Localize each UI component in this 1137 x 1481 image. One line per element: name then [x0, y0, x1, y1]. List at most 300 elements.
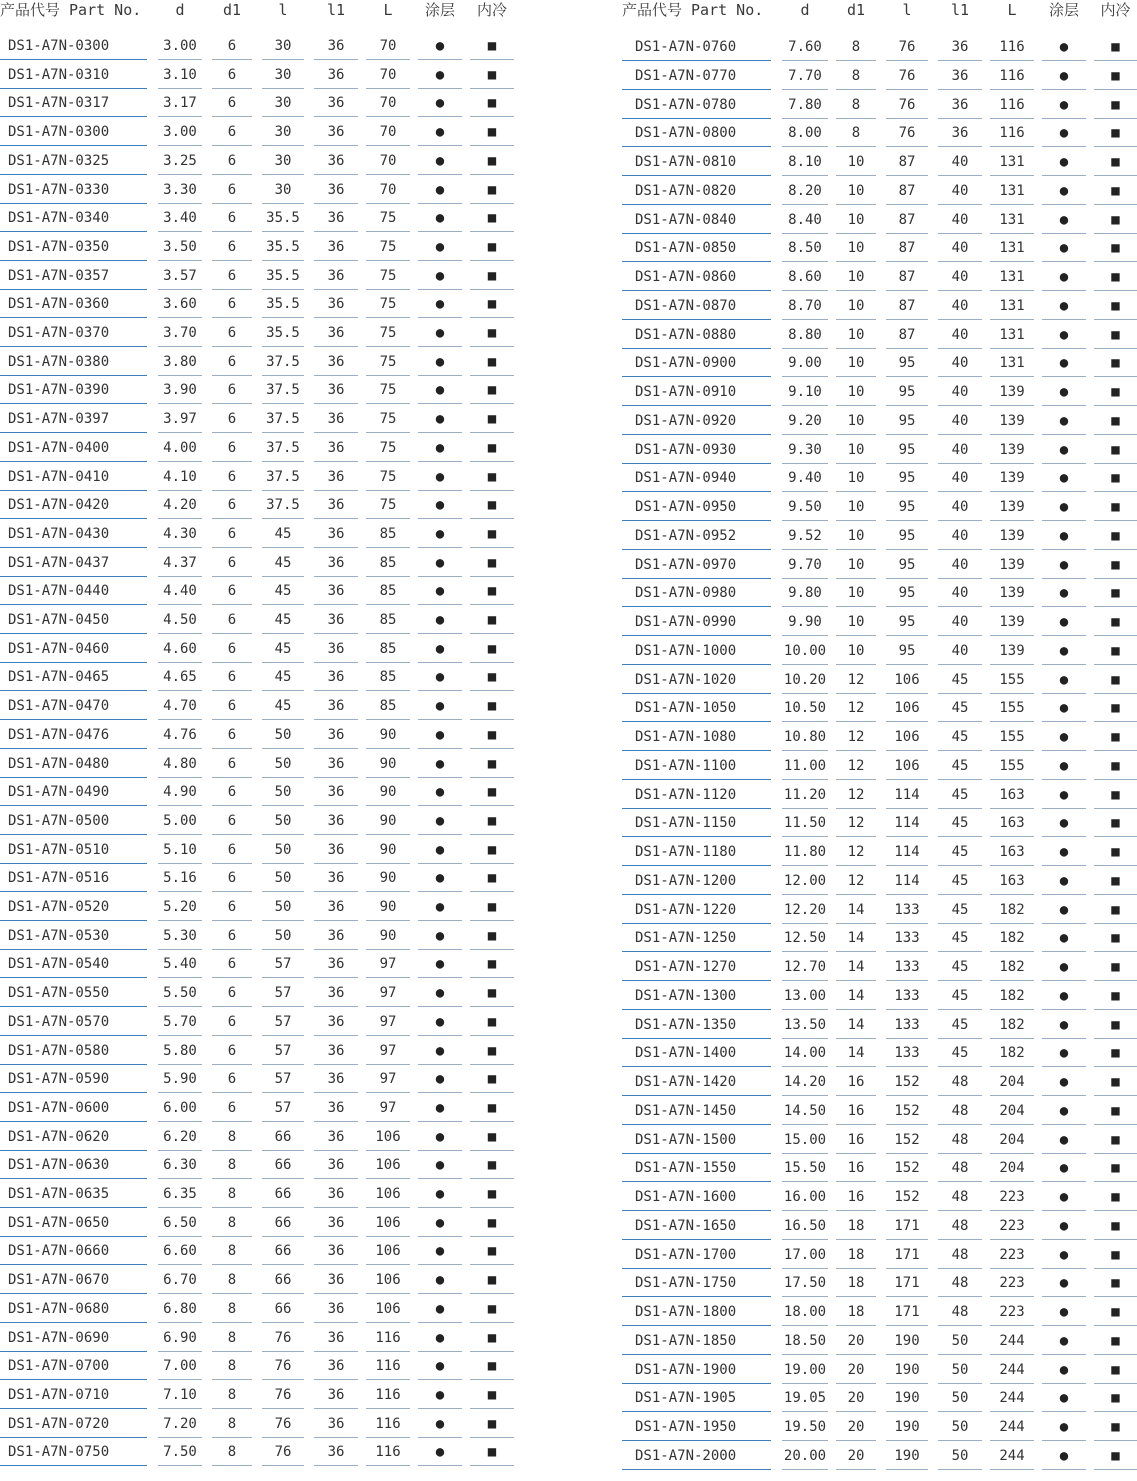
cooling-square-icon: ■: [1094, 1442, 1137, 1470]
cell-l1: 36: [314, 1065, 358, 1093]
cell-l: 152: [886, 1154, 928, 1182]
cell-l: 76: [262, 1324, 304, 1352]
cell-d: 5.50: [158, 979, 202, 1007]
cell-d: 5.10: [158, 836, 202, 864]
cell-L: 97: [366, 950, 410, 978]
cell-l1: 45: [938, 666, 982, 694]
cell-part: DS1-A7N-0340: [0, 204, 147, 232]
cell-d: 9.30: [782, 436, 828, 464]
cell-d1: 6: [212, 979, 252, 1007]
cooling-square-icon: ■: [470, 922, 514, 950]
cell-part: DS1-A7N-0920: [622, 407, 771, 435]
cell-part: DS1-A7N-0590: [0, 1065, 147, 1093]
cooling-square-icon: ■: [470, 1324, 514, 1352]
cell-l: 95: [886, 551, 928, 579]
cell-d1: 6: [212, 606, 252, 634]
cell-L: 139: [990, 522, 1034, 550]
coating-dot-icon: ●: [418, 663, 462, 691]
cell-d: 9.00: [782, 349, 828, 377]
cell-l1: 40: [938, 493, 982, 521]
cell-d: 12.50: [782, 924, 828, 952]
cell-L: 139: [990, 493, 1034, 521]
cell-d1: 8: [212, 1438, 252, 1466]
cell-l1: 45: [938, 867, 982, 895]
cell-l1: 36: [314, 348, 358, 376]
cell-d: 4.65: [158, 663, 202, 691]
coating-dot-icon: ●: [418, 1209, 462, 1237]
cell-l: 66: [262, 1209, 304, 1237]
cell-L: 139: [990, 436, 1034, 464]
cell-d: 8.10: [782, 148, 828, 176]
cell-d1: 6: [212, 61, 252, 89]
cooling-square-icon: ■: [1094, 781, 1137, 809]
cell-part: DS1-A7N-0820: [622, 177, 771, 205]
cell-l: 87: [886, 177, 928, 205]
coating-dot-icon: ●: [1042, 148, 1086, 176]
cell-l1: 36: [314, 750, 358, 778]
cell-d1: 8: [212, 1123, 252, 1151]
cell-l1: 48: [938, 1097, 982, 1125]
cell-l: 76: [886, 33, 928, 61]
cooling-square-icon: ■: [1094, 1356, 1137, 1384]
cell-part: DS1-A7N-1350: [622, 1011, 771, 1039]
cell-d: 8.20: [782, 177, 828, 205]
cell-d: 10.80: [782, 723, 828, 751]
cell-part: DS1-A7N-1100: [622, 752, 771, 780]
cell-d: 13.00: [782, 982, 828, 1010]
cell-l1: 36: [314, 721, 358, 749]
cooling-square-icon: ■: [1094, 723, 1137, 751]
cell-part: DS1-A7N-0635: [0, 1180, 147, 1208]
cell-L: 116: [990, 62, 1034, 90]
cell-part: DS1-A7N-0810: [622, 148, 771, 176]
cell-l1: 36: [938, 62, 982, 90]
cell-L: 244: [990, 1327, 1034, 1355]
cell-l: 66: [262, 1123, 304, 1151]
cell-d1: 6: [212, 262, 252, 290]
cell-l: 37.5: [262, 491, 304, 519]
cell-l1: 36: [314, 1295, 358, 1323]
cell-part: DS1-A7N-0760: [622, 33, 771, 61]
cell-l1: 36: [314, 922, 358, 950]
coating-dot-icon: ●: [1042, 953, 1086, 981]
cell-l1: 36: [314, 1209, 358, 1237]
cooling-square-icon: ■: [1094, 867, 1137, 895]
coating-dot-icon: ●: [1042, 1442, 1086, 1470]
cell-d1: 6: [212, 491, 252, 519]
cell-part: DS1-A7N-0510: [0, 836, 147, 864]
cell-l1: 36: [314, 1151, 358, 1179]
cooling-square-icon: ■: [470, 434, 514, 462]
cell-d1: 6: [212, 434, 252, 462]
cooling-square-icon: ■: [1094, 809, 1137, 837]
coating-dot-icon: ●: [418, 405, 462, 433]
cooling-square-icon: ■: [1094, 292, 1137, 320]
cooling-square-icon: ■: [470, 376, 514, 404]
cell-d: 4.80: [158, 750, 202, 778]
coating-dot-icon: ●: [1042, 809, 1086, 837]
cell-L: 97: [366, 1008, 410, 1036]
cell-l1: 45: [938, 1039, 982, 1067]
cell-L: 85: [366, 692, 410, 720]
cooling-square-icon: ■: [470, 1237, 514, 1265]
cooling-square-icon: ■: [1094, 407, 1137, 435]
cell-l1: 36: [314, 635, 358, 663]
cell-l: 87: [886, 321, 928, 349]
cell-l: 95: [886, 407, 928, 435]
cell-l: 37.5: [262, 463, 304, 491]
cell-l: 133: [886, 924, 928, 952]
cell-l: 190: [886, 1413, 928, 1441]
cell-l1: 48: [938, 1183, 982, 1211]
cell-l: 76: [886, 62, 928, 90]
cell-d1: 10: [836, 349, 876, 377]
cell-L: 163: [990, 867, 1034, 895]
header-L: L: [1007, 1, 1017, 19]
cooling-square-icon: ■: [1094, 148, 1137, 176]
cooling-square-icon: ■: [1094, 33, 1137, 61]
cell-part: DS1-A7N-0516: [0, 864, 147, 892]
cell-d1: 10: [836, 177, 876, 205]
cell-d: 5.90: [158, 1065, 202, 1093]
cell-d1: 6: [212, 89, 252, 117]
cell-L: 97: [366, 1065, 410, 1093]
cell-l1: 36: [314, 1094, 358, 1122]
coating-dot-icon: ●: [1042, 982, 1086, 1010]
cell-L: 90: [366, 807, 410, 835]
cell-d1: 6: [212, 147, 252, 175]
cell-l: 45: [262, 577, 304, 605]
header-l: l: [902, 1, 912, 19]
cell-L: 223: [990, 1212, 1034, 1240]
cell-part: DS1-A7N-1200: [622, 867, 771, 895]
cell-L: 182: [990, 953, 1034, 981]
cooling-square-icon: ■: [1094, 321, 1137, 349]
cell-d: 10.50: [782, 694, 828, 722]
cell-d: 3.40: [158, 204, 202, 232]
cooling-square-icon: ■: [1094, 522, 1137, 550]
coating-dot-icon: ●: [1042, 1327, 1086, 1355]
cell-l: 35.5: [262, 233, 304, 261]
cell-L: 70: [366, 32, 410, 60]
cell-L: 70: [366, 176, 410, 204]
cell-L: 155: [990, 723, 1034, 751]
cell-l: 30: [262, 89, 304, 117]
cooling-square-icon: ■: [470, 549, 514, 577]
header-cooling: 内冷: [1100, 1, 1131, 19]
cell-d1: 14: [836, 953, 876, 981]
cell-L: 75: [366, 491, 410, 519]
cell-l1: 36: [314, 61, 358, 89]
cooling-square-icon: ■: [1094, 436, 1137, 464]
cell-d1: 6: [212, 692, 252, 720]
cell-part: DS1-A7N-1080: [622, 723, 771, 751]
cell-d1: 6: [212, 950, 252, 978]
cell-d: 5.16: [158, 864, 202, 892]
cell-d: 3.00: [158, 118, 202, 146]
cell-part: DS1-A7N-0770: [622, 62, 771, 90]
cell-l1: 40: [938, 436, 982, 464]
cell-l1: 36: [314, 176, 358, 204]
coating-dot-icon: ●: [1042, 263, 1086, 291]
cell-l: 66: [262, 1295, 304, 1323]
cell-d: 7.80: [782, 91, 828, 119]
cell-d1: 16: [836, 1154, 876, 1182]
cell-d1: 10: [836, 436, 876, 464]
cell-d: 7.60: [782, 33, 828, 61]
cooling-square-icon: ■: [470, 520, 514, 548]
header-d: d: [175, 1, 185, 19]
cell-part: DS1-A7N-0300: [0, 32, 147, 60]
cooling-square-icon: ■: [470, 1094, 514, 1122]
coating-dot-icon: ●: [418, 1438, 462, 1466]
cell-L: 90: [366, 922, 410, 950]
cell-l: 50: [262, 836, 304, 864]
cell-l1: 36: [938, 119, 982, 147]
cell-L: 139: [990, 378, 1034, 406]
cooling-square-icon: ■: [470, 319, 514, 347]
header-l: l: [278, 1, 288, 19]
cell-l: 50: [262, 721, 304, 749]
cell-L: 116: [366, 1352, 410, 1380]
cell-part: DS1-A7N-0330: [0, 176, 147, 204]
cell-d1: 6: [212, 1094, 252, 1122]
cell-l1: 40: [938, 637, 982, 665]
cell-l: 37.5: [262, 434, 304, 462]
cell-part: DS1-A7N-0380: [0, 348, 147, 376]
coating-dot-icon: ●: [1042, 924, 1086, 952]
coating-dot-icon: ●: [1042, 838, 1086, 866]
cell-l1: 36: [314, 1123, 358, 1151]
cell-d1: 6: [212, 663, 252, 691]
cell-l: 95: [886, 579, 928, 607]
cell-d: 7.20: [158, 1410, 202, 1438]
cooling-square-icon: ■: [470, 778, 514, 806]
coating-dot-icon: ●: [1042, 206, 1086, 234]
coating-dot-icon: ●: [1042, 464, 1086, 492]
coating-dot-icon: ●: [418, 233, 462, 261]
header-d1: d1: [846, 1, 866, 19]
cell-d1: 6: [212, 807, 252, 835]
cell-d: 8.00: [782, 119, 828, 147]
cell-d1: 16: [836, 1126, 876, 1154]
cell-l1: 36: [314, 520, 358, 548]
cell-d: 5.40: [158, 950, 202, 978]
cell-L: 70: [366, 89, 410, 117]
cell-l: 45: [262, 663, 304, 691]
cell-d1: 6: [212, 1065, 252, 1093]
cell-l1: 36: [314, 290, 358, 318]
cell-part: DS1-A7N-0476: [0, 721, 147, 749]
cell-d1: 12: [836, 809, 876, 837]
coating-dot-icon: ●: [418, 376, 462, 404]
cell-l: 45: [262, 520, 304, 548]
cell-l1: 45: [938, 838, 982, 866]
cell-l: 133: [886, 896, 928, 924]
cell-L: 116: [990, 119, 1034, 147]
cooling-square-icon: ■: [470, 1209, 514, 1237]
cooling-square-icon: ■: [1094, 378, 1137, 406]
cell-l: 50: [262, 750, 304, 778]
cell-d: 10.00: [782, 637, 828, 665]
cell-l: 57: [262, 1094, 304, 1122]
cell-part: DS1-A7N-0430: [0, 520, 147, 548]
cell-L: 204: [990, 1154, 1034, 1182]
cell-L: 139: [990, 579, 1034, 607]
cell-d1: 8: [212, 1151, 252, 1179]
cell-d: 14.00: [782, 1039, 828, 1067]
cell-L: 85: [366, 549, 410, 577]
cell-d1: 6: [212, 405, 252, 433]
cell-l1: 36: [314, 89, 358, 117]
coating-dot-icon: ●: [418, 463, 462, 491]
cell-d: 7.70: [782, 62, 828, 90]
cell-d1: 8: [212, 1352, 252, 1380]
cell-d: 3.00: [158, 32, 202, 60]
cell-l: 95: [886, 436, 928, 464]
cell-l1: 40: [938, 321, 982, 349]
cell-part: DS1-A7N-0397: [0, 405, 147, 433]
cell-l1: 48: [938, 1241, 982, 1269]
coating-dot-icon: ●: [1042, 637, 1086, 665]
cell-d: 3.60: [158, 290, 202, 318]
cell-L: 70: [366, 147, 410, 175]
coating-dot-icon: ●: [418, 520, 462, 548]
coating-dot-icon: ●: [418, 635, 462, 663]
cell-l1: 45: [938, 752, 982, 780]
cell-d: 9.80: [782, 579, 828, 607]
cooling-square-icon: ■: [1094, 493, 1137, 521]
cell-l: 190: [886, 1327, 928, 1355]
cell-d1: 12: [836, 752, 876, 780]
cell-d1: 6: [212, 118, 252, 146]
cell-part: DS1-A7N-0490: [0, 778, 147, 806]
cell-L: 182: [990, 896, 1034, 924]
coating-dot-icon: ●: [1042, 234, 1086, 262]
coating-dot-icon: ●: [1042, 666, 1086, 694]
cell-part: DS1-A7N-0580: [0, 1037, 147, 1065]
cell-l: 152: [886, 1097, 928, 1125]
cooling-square-icon: ■: [470, 1410, 514, 1438]
cell-part: DS1-A7N-1250: [622, 924, 771, 952]
cell-part: DS1-A7N-0540: [0, 950, 147, 978]
cell-L: 182: [990, 1039, 1034, 1067]
header-L: L: [383, 1, 393, 19]
cell-l1: 36: [314, 1324, 358, 1352]
cell-l1: 36: [314, 807, 358, 835]
cell-part: DS1-A7N-0600: [0, 1094, 147, 1122]
cell-l: 133: [886, 1039, 928, 1067]
cell-L: 75: [366, 376, 410, 404]
cell-d1: 10: [836, 522, 876, 550]
cell-l1: 48: [938, 1154, 982, 1182]
cell-l: 66: [262, 1151, 304, 1179]
cell-d1: 20: [836, 1384, 876, 1412]
cell-l1: 48: [938, 1212, 982, 1240]
cooling-square-icon: ■: [1094, 91, 1137, 119]
cell-l1: 40: [938, 292, 982, 320]
coating-dot-icon: ●: [418, 1123, 462, 1151]
cell-d1: 20: [836, 1356, 876, 1384]
cell-L: 244: [990, 1413, 1034, 1441]
cell-d1: 8: [212, 1180, 252, 1208]
cooling-square-icon: ■: [470, 1295, 514, 1323]
header-coating: 涂层: [424, 1, 455, 19]
cell-l1: 40: [938, 464, 982, 492]
coating-dot-icon: ●: [1042, 1384, 1086, 1412]
cell-part: DS1-A7N-0300: [0, 118, 147, 146]
cell-l: 76: [886, 119, 928, 147]
cell-part: DS1-A7N-0750: [0, 1438, 147, 1466]
cell-part: DS1-A7N-1220: [622, 896, 771, 924]
cell-L: 90: [366, 778, 410, 806]
cell-d: 5.20: [158, 893, 202, 921]
coating-dot-icon: ●: [1042, 1269, 1086, 1297]
cell-d: 17.50: [782, 1269, 828, 1297]
cell-d: 3.70: [158, 319, 202, 347]
cell-part: DS1-A7N-0310: [0, 61, 147, 89]
cell-part: DS1-A7N-0350: [0, 233, 147, 261]
cell-d: 4.90: [158, 778, 202, 806]
cell-d1: 8: [212, 1410, 252, 1438]
cell-l1: 36: [314, 204, 358, 232]
cell-d1: 12: [836, 694, 876, 722]
cell-L: 90: [366, 836, 410, 864]
cooling-square-icon: ■: [470, 721, 514, 749]
cell-d: 8.80: [782, 321, 828, 349]
cell-l: 66: [262, 1237, 304, 1265]
header-l1: l1: [950, 1, 970, 19]
cell-part: DS1-A7N-0650: [0, 1209, 147, 1237]
cooling-square-icon: ■: [1094, 1212, 1137, 1240]
cell-d: 9.70: [782, 551, 828, 579]
cell-d1: 14: [836, 896, 876, 924]
cell-L: 116: [366, 1324, 410, 1352]
cell-l: 190: [886, 1442, 928, 1470]
coating-dot-icon: ●: [418, 89, 462, 117]
coating-dot-icon: ●: [1042, 493, 1086, 521]
cooling-square-icon: ■: [1094, 119, 1137, 147]
cell-d1: 8: [212, 1237, 252, 1265]
coating-dot-icon: ●: [1042, 551, 1086, 579]
cell-d: 14.20: [782, 1068, 828, 1096]
cooling-square-icon: ■: [470, 1037, 514, 1065]
cell-L: 139: [990, 407, 1034, 435]
cell-L: 223: [990, 1269, 1034, 1297]
cooling-square-icon: ■: [1094, 177, 1137, 205]
cell-d: 4.70: [158, 692, 202, 720]
cell-l: 114: [886, 781, 928, 809]
coating-dot-icon: ●: [1042, 62, 1086, 90]
cell-L: 106: [366, 1180, 410, 1208]
cell-L: 106: [366, 1295, 410, 1323]
cell-l1: 40: [938, 522, 982, 550]
cell-l: 45: [262, 549, 304, 577]
coating-dot-icon: ●: [418, 979, 462, 1007]
cell-l1: 40: [938, 234, 982, 262]
cooling-square-icon: ■: [470, 663, 514, 691]
cell-l1: 36: [314, 577, 358, 605]
cell-part: DS1-A7N-0630: [0, 1151, 147, 1179]
header-part: 产品代号 Part No.: [622, 1, 764, 19]
cell-l1: 50: [938, 1356, 982, 1384]
cell-l: 106: [886, 723, 928, 751]
cell-l: 30: [262, 61, 304, 89]
cell-l1: 36: [314, 864, 358, 892]
cell-d: 6.80: [158, 1295, 202, 1323]
coating-dot-icon: ●: [418, 348, 462, 376]
cell-l1: 36: [314, 118, 358, 146]
